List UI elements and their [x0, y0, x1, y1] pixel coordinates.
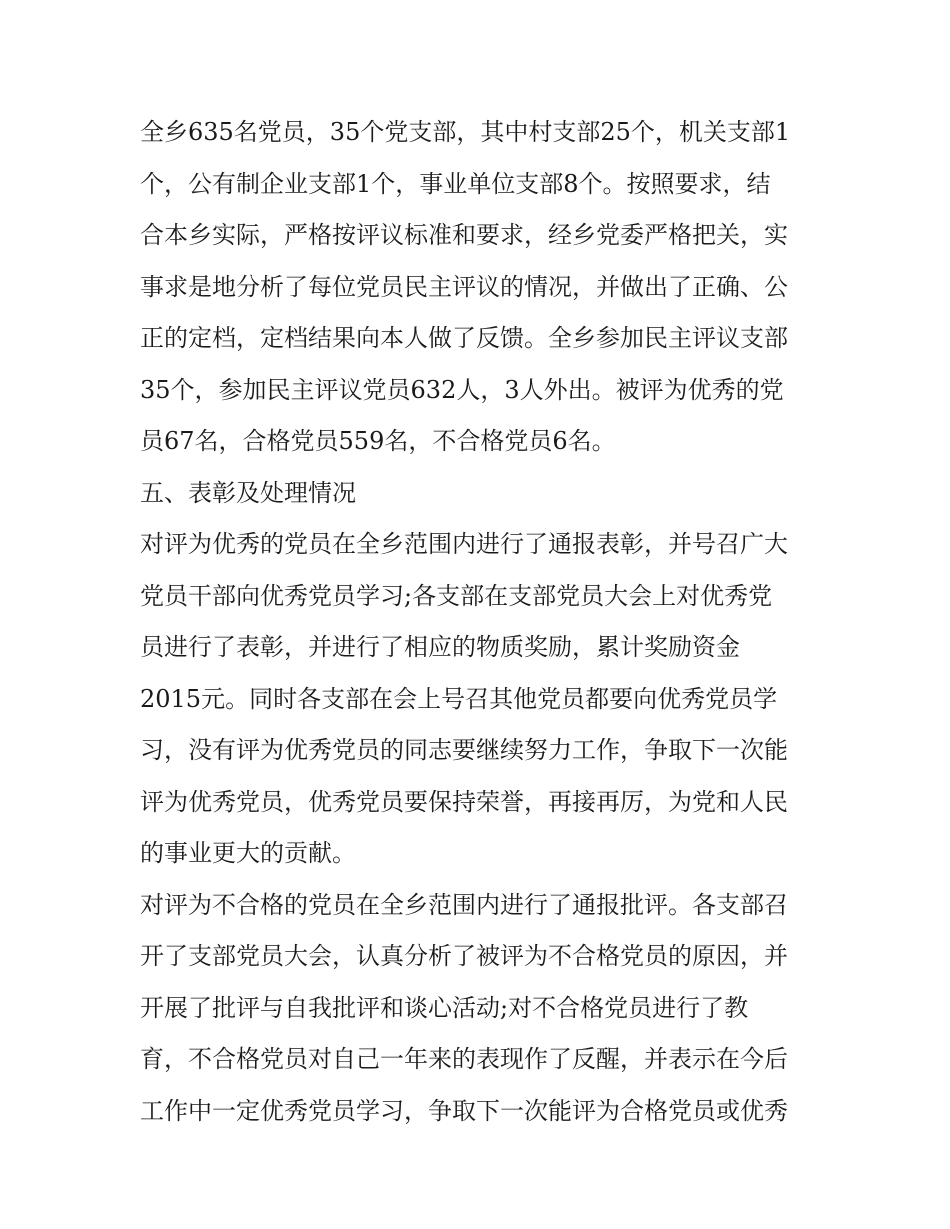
- text-line: 2015元。同时各支部在会上号召其他党员都要向优秀党员学: [140, 684, 778, 713]
- text-line: 育，不合格党员对自己一年来的表现作了反醒，并表示在今后: [140, 1045, 788, 1073]
- text-line: 开了支部党员大会，认真分析了被评为不合格党员的原因，并: [140, 942, 788, 970]
- text-line: 全乡635名党员，35个党支部，其中村支部25个，机关支部1: [140, 118, 791, 146]
- text-line: 开展了批评与自我批评和谈心活动;对不合格党员进行了教: [140, 993, 749, 1022]
- text-line: 个，公有制企业支部1个，事业单位支部8个。按照要求，结: [140, 169, 771, 198]
- text-line: 对评为不合格的党员在全乡范围内进行了通报批评。各支部召: [140, 890, 788, 919]
- section-heading: 五、表彰及处理情况: [140, 478, 356, 507]
- text-line: 对评为优秀的党员在全乡范围内进行了通报表彰，并号召广大: [140, 530, 788, 558]
- text-line: 党员干部向优秀党员学习;各支部在支部党员大会上对优秀党: [140, 581, 773, 610]
- text-line: 的事业更大的贡献。: [140, 839, 356, 867]
- text-line: 员进行了表彰，并进行了相应的物质奖励，累计奖励资金: [140, 633, 740, 661]
- text-line: 合本乡实际，严格按评议标准和要求，经乡党委严格把关，实: [140, 221, 788, 249]
- text-line: 习，没有评为优秀党员的同志要继续努力工作，争取下一次能: [140, 736, 788, 764]
- text-line: 工作中一定优秀党员学习，争取下一次能评为合格党员或优秀: [140, 1096, 788, 1125]
- text-line: 正的定档，定档结果向本人做了反馈。全乡参加民主评议支部: [140, 324, 788, 352]
- text-line: 事求是地分析了每位党员民主评议的情况，并做出了正确、公: [140, 272, 788, 301]
- text-line: 员67名，合格党员559名，不合格党员6名。: [140, 427, 616, 455]
- document-body: [140, 107, 820, 1137]
- text-line: 评为优秀党员，优秀党员要保持荣誉，再接再厉，为党和人民: [140, 787, 788, 816]
- text-line: 35个，参加民主评议党员632人，3人外出。被评为优秀的党: [140, 375, 784, 404]
